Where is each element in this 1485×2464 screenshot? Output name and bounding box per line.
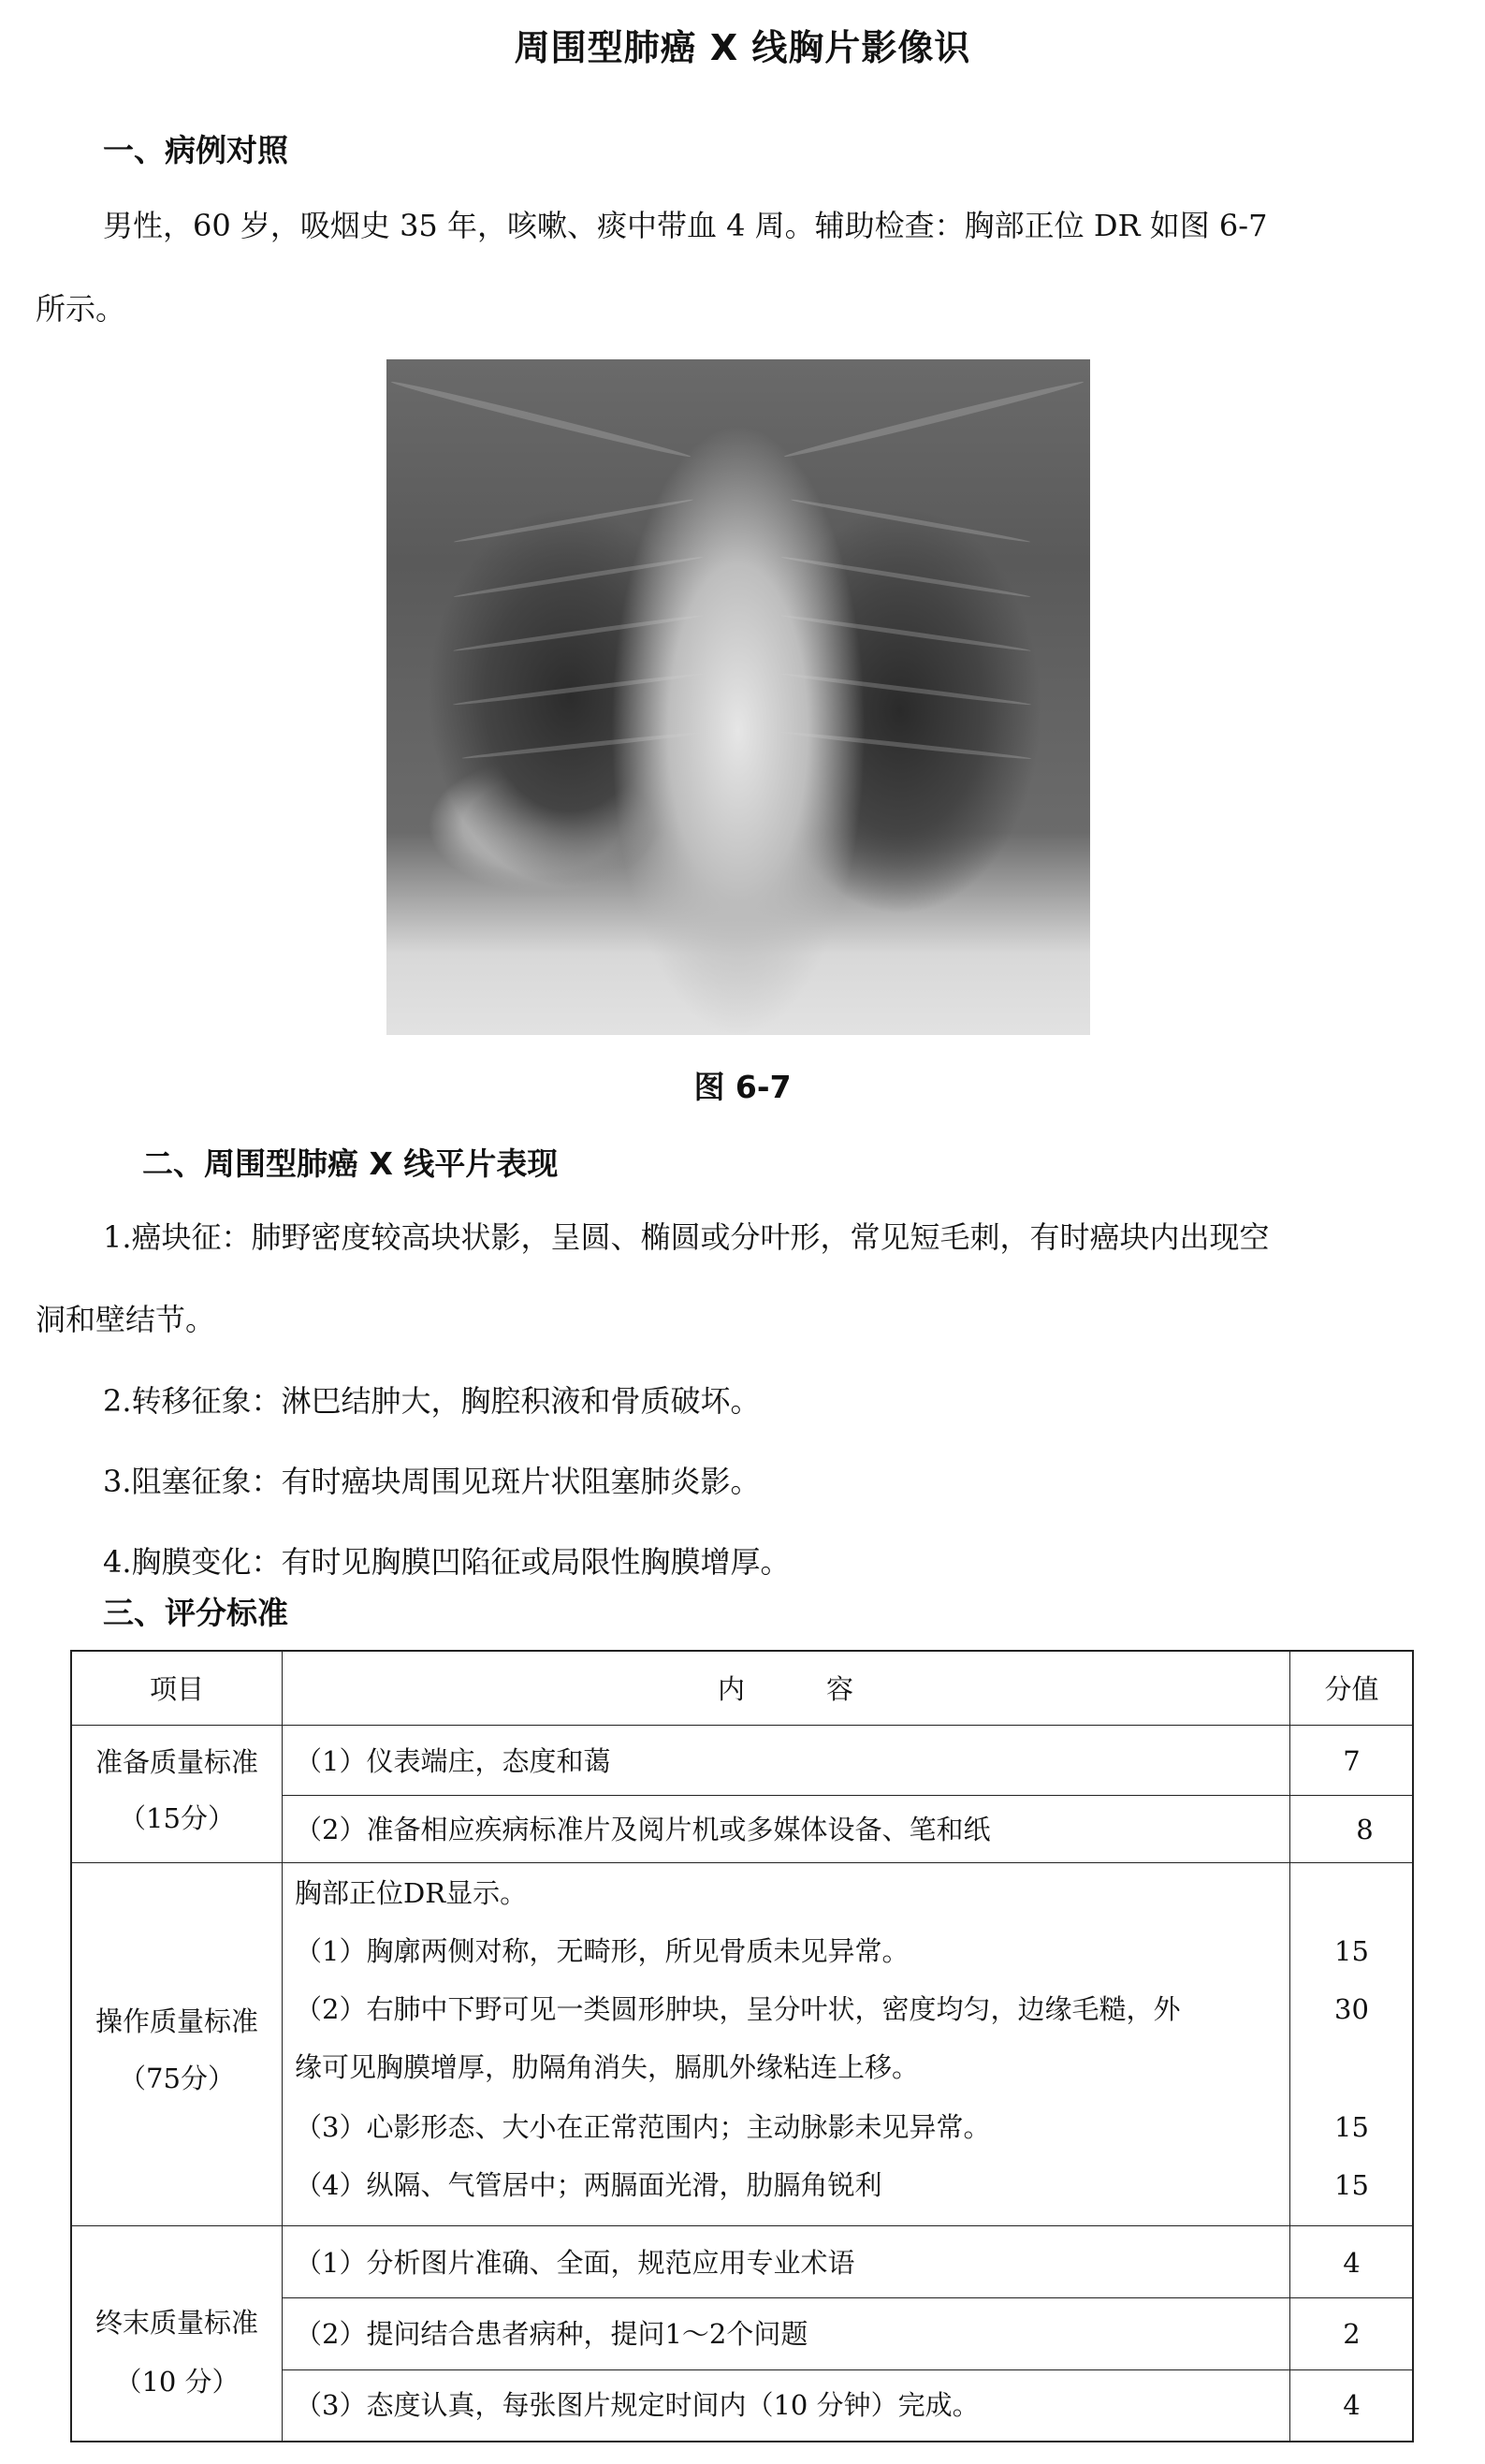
case-paragraph-line1: 男性，60 岁，吸烟史 35 年，咳嗽、痰中带血 4 周。辅助检查：胸部正位 DR 如图 6-7: [103, 208, 1268, 243]
table-row: （2）右肺中下野可见一类圆形肿块，呈分叶状，密度均匀，边缘毛糙，外: [295, 1993, 1181, 2025]
section-heading-scoring: 三、评分标准: [103, 1595, 288, 1631]
row-score: 2: [1343, 2318, 1361, 2350]
scoring-table: [70, 1650, 1414, 2442]
section-heading-case: 一、病例对照: [103, 132, 288, 168]
table-row: （1）胸廓两侧对称，无畸形，所见骨质未见异常。: [295, 1935, 910, 1967]
header-score: 分值: [1324, 1673, 1379, 1705]
row-score: 8: [1356, 1814, 1374, 1845]
table-row: （2）提问结合患者病种，提问1～2个问题: [295, 2318, 808, 2350]
chest-xray-image: [386, 359, 1090, 1035]
figure-caption: 图 6-7: [693, 1069, 792, 1105]
finding-2: 2.转移征象：淋巴结肿大，胸腔积液和骨质破坏。: [103, 1383, 761, 1419]
row-score: 30: [1334, 1993, 1369, 2025]
group-prep-name: 准备质量标准: [95, 1746, 258, 1778]
table-row: （3）态度认真，每张图片规定时间内（10 分钟）完成。: [295, 2389, 980, 2421]
row-score: 15: [1334, 1935, 1369, 1967]
group-op-total: （75分）: [119, 2063, 235, 2094]
table-row-cont: 缘可见胸膜增厚，肋隔角消失，膈肌外缘粘连上移。: [295, 2051, 920, 2083]
table-row-intro: 胸部正位DR显示。: [295, 1877, 528, 1909]
table-row: （1）仪表端庄，态度和蔼: [295, 1745, 611, 1777]
group-op-name: 操作质量标准: [95, 2005, 258, 2037]
row-score: 4: [1343, 2389, 1361, 2421]
row-score: 15: [1334, 2111, 1369, 2143]
header-content: 内 容: [717, 1673, 853, 1705]
row-score: 4: [1343, 2247, 1361, 2279]
table-row: （1）分析图片准确、全面，规范应用专业术语: [295, 2247, 855, 2279]
group-final-total: （10 分）: [114, 2366, 240, 2398]
header-item: 项目: [149, 1673, 204, 1705]
row-score: 7: [1343, 1745, 1361, 1777]
finding-4: 4.胸膜变化：有时见胸膜凹陷征或局限性胸膜增厚。: [103, 1544, 791, 1580]
table-row: （3）心影形态、大小在正常范围内；主动脉影未见异常。: [295, 2111, 991, 2143]
case-paragraph-line2: 所示。: [36, 291, 126, 327]
page-title: 周围型肺癌 X 线胸片影像识: [514, 27, 971, 68]
section-heading-findings: 二、周围型肺癌 X 线平片表现: [142, 1145, 559, 1182]
row-score: 15: [1334, 2169, 1369, 2201]
finding-1-line2: 洞和壁结节。: [36, 1302, 216, 1337]
table-row: （4）纵隔、气管居中；两膈面光滑，肋膈角锐利: [295, 2169, 882, 2201]
finding-3: 3.阻塞征象：有时癌块周围见斑片状阻塞肺炎影。: [103, 1464, 761, 1499]
table-row: （2）准备相应疾病标准片及阅片机或多媒体设备、笔和纸: [295, 1814, 991, 1845]
finding-1-line1: 1.癌块征：肺野密度较高块状影，呈圆、椭圆或分叶形，常见短毛刺，有时癌块内出现空: [103, 1219, 1270, 1255]
group-prep-total: （15分）: [119, 1802, 235, 1834]
group-final-name: 终末质量标准: [95, 2307, 258, 2339]
